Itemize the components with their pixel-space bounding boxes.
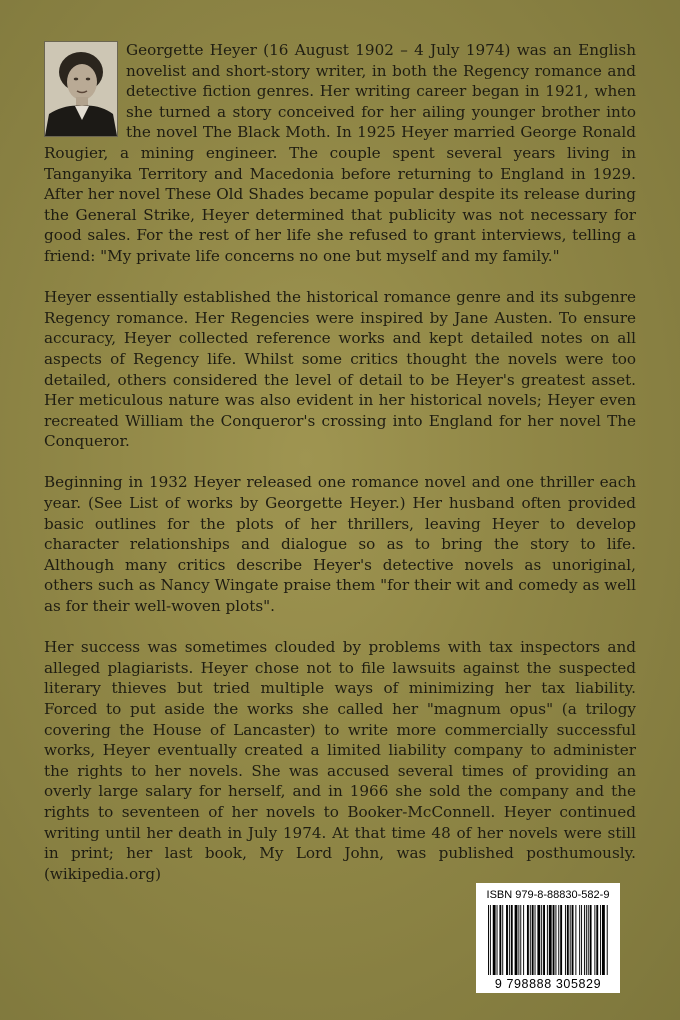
barcode-bar xyxy=(541,905,542,975)
barcode-bar xyxy=(532,905,534,975)
book-description xyxy=(44,40,636,884)
barcode-bar xyxy=(560,905,562,975)
barcode-bar xyxy=(520,905,521,975)
barcode-bar xyxy=(590,905,592,975)
isbn-digits: 9 798888 305829 xyxy=(494,977,602,991)
bio-paragraph-3: Beginning in 1932 Heyer released one romance novel and one thriller each year. (See List of works by Georgette Heyer.) Her husband often provided basic outlines for the plots of her thrillers, leaving Heyer to develop character relationships and dialogue so as to bring the story to life. Although many critics describe Heyer's detective novels as unoriginal, others such as Nancy Wingate praise them "for their wit and comedy as well as for their well-woven plots". xyxy=(44,473,636,616)
barcode-bar xyxy=(549,905,552,975)
barcode-bar xyxy=(600,905,601,975)
bio-paragraph-2: Heyer essentially established the historical romance genre and its subgenre Regency romance. Her Regencies were inspired by Jane Austen. To ensure accuracy, Heyer collected reference works and kept detailed notes on all aspects of Regency life. Whilst some critics thought the novels were too detailed, others considered the level of detail to be Heyer's greatest asset. Her meticulous nature was also evident in her historical novels; Heyer even recreated William the Conqueror's crossing into England for her novel The Conqueror. xyxy=(44,288,636,451)
barcode-bar xyxy=(572,905,574,975)
barcode-bar xyxy=(490,905,491,975)
barcode-bar xyxy=(499,905,501,975)
barcode-bar xyxy=(518,905,519,975)
barcode-bar xyxy=(488,905,489,975)
author-portrait-photo xyxy=(44,41,118,137)
isbn-barcode-box xyxy=(476,883,620,993)
bio-paragraph-4: Her success was sometimes clouded by problems with tax inspectors and alleged plagiarists. Heyer chose not to file lawsuits against the suspected literary thieves but tried multiple ways of minimizing her tax liability. Forced to put aside the works she called her "magnum opus" (a trilogy covering the House of Lancaster) to write more commercially successful works, Heyer eventually created a limited liability company to administer the rights to her novels. She was accused several times of providing an overly large salary for herself, and in 1966 she sold the company and the rights to seventeen of her novels to Booker-McConnell. Heyer continued writing until her death in July 1974. At that time 48 of her novels were still in print; her last book, My Lord John, was published posthumously. (wikipedia.org) xyxy=(44,638,636,883)
barcode-bar xyxy=(579,905,580,975)
isbn-label: ISBN 979-8-88830-582-9 xyxy=(486,889,610,901)
barcode-bar xyxy=(530,905,531,975)
barcode-bar xyxy=(547,905,548,975)
barcode-bar xyxy=(493,905,496,975)
barcode-bar xyxy=(527,905,529,975)
barcode-bar xyxy=(607,905,608,975)
barcode-icon xyxy=(486,905,610,977)
barcode-bar xyxy=(570,905,571,975)
barcode-bar xyxy=(497,905,498,975)
barcode-bar xyxy=(543,905,545,975)
barcode-bar xyxy=(581,905,582,975)
barcode-bar xyxy=(565,905,566,975)
portrait-image xyxy=(45,42,117,136)
barcode-bar xyxy=(558,905,559,975)
barcode-bar xyxy=(535,905,536,975)
barcode-bar xyxy=(567,905,569,975)
barcode-bar xyxy=(594,905,595,975)
barcode-bar xyxy=(555,905,556,975)
barcode-bar xyxy=(586,905,587,975)
barcode-bar xyxy=(509,905,510,975)
barcode-bar xyxy=(506,905,508,975)
barcode-bar xyxy=(502,905,503,975)
barcode-bar xyxy=(584,905,585,975)
barcode-bar xyxy=(523,905,524,975)
barcode-bar xyxy=(537,905,540,975)
barcode-bar xyxy=(515,905,518,975)
barcode-bar xyxy=(596,905,598,975)
bio-paragraph-1: Georgette Heyer (16 August 1902 – 4 July 1974) was an English novelist and short-story writer, in both the Regency romance and detective fiction genres. Her writing career began in 1921, when she turned a story conceived for her ailing younger brother into the novel The Black Moth. In 1925 Heyer married George Ronald Rougier, a mining engineer. The couple spent several years living in Tanganyika Territory and Macedonia before returning to England in 1929. After her novel These Old Shades became popular despite its release during the General Strike, Heyer determined that publicity was not necessary for good sales. For the rest of her life she refused to grant interviews, telling a friend: "My private life concerns no one but myself and my family." xyxy=(44,41,636,265)
barcode-bar xyxy=(602,905,605,975)
barcode-bar xyxy=(588,905,589,975)
barcode-bar xyxy=(511,905,513,975)
barcode-bar xyxy=(553,905,555,975)
barcode-bar xyxy=(575,905,576,975)
